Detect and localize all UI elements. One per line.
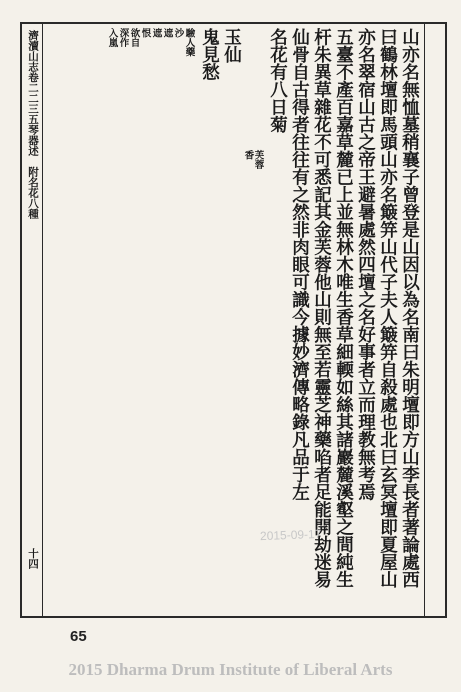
text-column-5: 杆朱異草雜花不可悉記其金芙蓉他山則無至若靈芝神藥啗者足能開劫迷易 <box>311 28 332 588</box>
date-stamp: 2015-09-17 <box>259 526 322 544</box>
annotation-column-4: 沙 <box>172 28 184 38</box>
annotation-column-2: 香 <box>242 150 254 160</box>
text-column-6: 仙骨自古得者往往有之然非肉眼可識今據妙濟傳略錄凡品于左 <box>289 28 310 501</box>
margin-rule-right <box>424 22 425 618</box>
annotation-column-3: 驗人藥 <box>183 28 195 57</box>
annotation-column-6: 遮 <box>150 28 162 38</box>
text-column-1: 山亦名無恤墓稍襄子曾登是山因以為名南曰朱明壇即方山李長者著論處西 <box>399 28 420 588</box>
running-title: 濟瀆山志卷二二三五琴器述 附名花八種 <box>27 30 39 219</box>
text-column-9: 鬼見愁 <box>199 28 220 81</box>
text-column-7: 名花有八日菊 <box>267 28 288 133</box>
annotation-column-10: 入嵐 <box>106 28 118 47</box>
text-column-2: 曰鶴林壇即馬頭山亦名簸笄山代子夫人簸笄自殺處也北曰玄冥壇即夏屋山 <box>377 28 398 588</box>
annotation-column-5: 遮 <box>161 28 173 38</box>
leaf-number: 十四 <box>27 548 39 569</box>
text-column-8: 玉仙 <box>221 28 242 63</box>
page-number: 65 <box>70 628 87 645</box>
annotation-column-1: 芙蓉 <box>252 150 264 169</box>
text-column-4: 五臺不產百嘉草麓已上並無林木唯生香草細輭如絲其諸巖麓溪壑之間純生 <box>333 28 354 588</box>
annotation-column-9: 深作 <box>117 28 129 47</box>
annotation-column-8: 欲自 <box>128 28 140 47</box>
copyright-watermark: 2015 Dharma Drum Institute of Liberal Arts <box>68 660 393 679</box>
annotation-column-7: 恨 <box>139 28 151 38</box>
margin-rule-left <box>42 22 43 618</box>
text-column-3: 亦名翠宿山古之帝王避暑處然四壇之名好事者立而理教無考焉 <box>355 28 376 501</box>
